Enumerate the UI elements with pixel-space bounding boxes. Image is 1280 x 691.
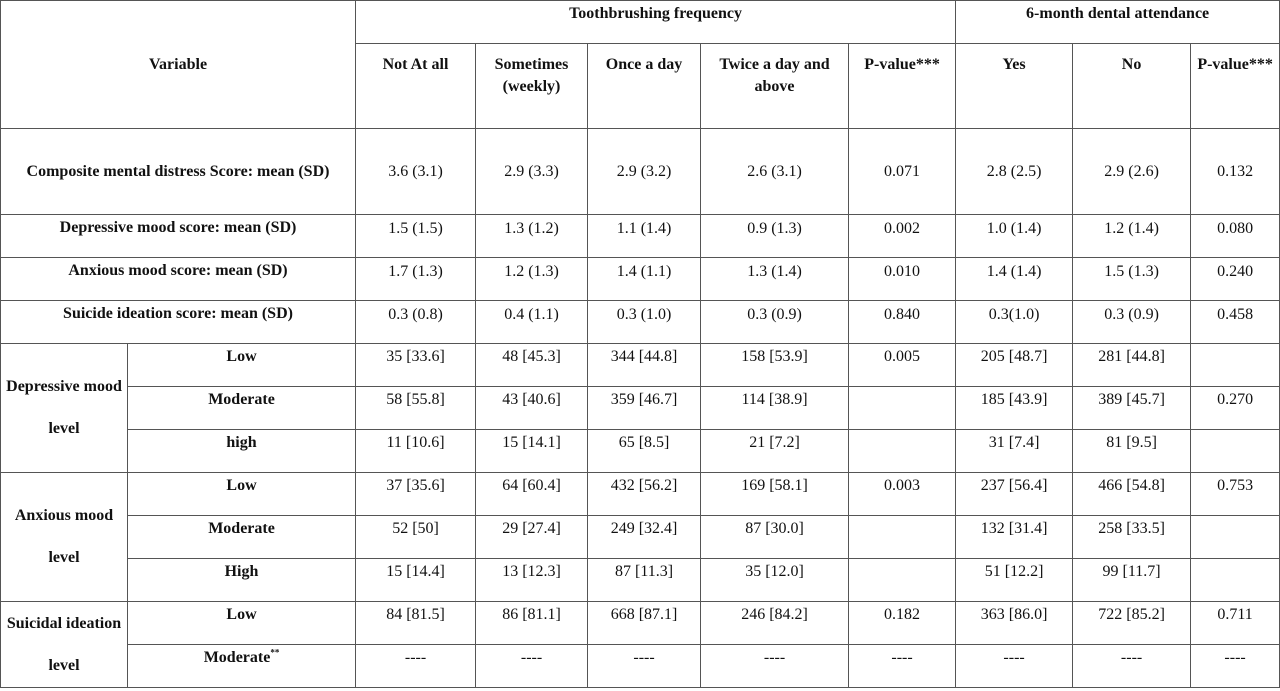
- col-header: Once a day: [588, 44, 701, 129]
- table-cell: [1191, 430, 1280, 473]
- table-row: [1, 344, 1280, 387]
- table-cell: 0.071: [849, 129, 956, 215]
- level-text: Low: [226, 477, 257, 494]
- level-label: [128, 516, 356, 559]
- table-cell: 0.753: [1191, 473, 1280, 516]
- table-row: [1, 645, 1280, 688]
- table-cell: 31 [7.4]: [956, 430, 1073, 473]
- table-cell: 37 [35.6]: [356, 473, 476, 516]
- level-label: [128, 645, 356, 688]
- table-cell: 722 [85.2]: [1073, 602, 1191, 645]
- level-label: [128, 344, 356, 387]
- table-cell: 185 [43.9]: [956, 387, 1073, 430]
- table-cell: 1.1 (1.4): [588, 215, 701, 258]
- table-row: [1, 516, 1280, 559]
- table-cell: 86 [81.1]: [476, 602, 588, 645]
- group-label: Anxious mood level: [1, 473, 128, 602]
- table-cell: ----: [1073, 645, 1191, 688]
- table-cell: 48 [45.3]: [476, 344, 588, 387]
- table-row: [1, 215, 1280, 258]
- table-cell: 13 [12.3]: [476, 559, 588, 602]
- table-cell: [1191, 344, 1280, 387]
- level-label: [128, 430, 356, 473]
- table-cell: 1.7 (1.3): [356, 258, 476, 301]
- level-text: Moderate: [203, 649, 271, 666]
- table-cell: 389 [45.7]: [1073, 387, 1191, 430]
- table-cell: 281 [44.8]: [1073, 344, 1191, 387]
- table-cell: 1.3 (1.2): [476, 215, 588, 258]
- table-cell: 114 [38.9]: [701, 387, 849, 430]
- table-cell: 0.3(1.0): [956, 301, 1073, 344]
- table-row: [1, 473, 1280, 516]
- level-text: Moderate: [208, 520, 275, 537]
- table-cell: 0.005: [849, 344, 956, 387]
- table-cell: 51 [12.2]: [956, 559, 1073, 602]
- footnote-marker: **: [270, 647, 280, 658]
- table-row: [1, 301, 1280, 344]
- table-cell: 1.2 (1.3): [476, 258, 588, 301]
- table-cell: 0.840: [849, 301, 956, 344]
- table-cell: 0.3 (0.9): [1073, 301, 1191, 344]
- level-label: [128, 473, 356, 516]
- table-cell: 58 [55.8]: [356, 387, 476, 430]
- col-header: P-value***: [1191, 44, 1280, 129]
- table-cell: 1.0 (1.4): [956, 215, 1073, 258]
- table-cell: 0.182: [849, 602, 956, 645]
- table-cell: ----: [588, 645, 701, 688]
- table-cell: ----: [956, 645, 1073, 688]
- table-cell: 359 [46.7]: [588, 387, 701, 430]
- table-cell: ----: [1191, 645, 1280, 688]
- table-cell: 466 [54.8]: [1073, 473, 1191, 516]
- table-cell: 237 [56.4]: [956, 473, 1073, 516]
- table-cell: 35 [12.0]: [701, 559, 849, 602]
- table-cell: 15 [14.4]: [356, 559, 476, 602]
- table-cell: [849, 516, 956, 559]
- group-rows: [1, 344, 1280, 688]
- table-row: [1, 387, 1280, 430]
- table-cell: 0.010: [849, 258, 956, 301]
- table-cell: 0.3 (0.9): [701, 301, 849, 344]
- table-cell: 0.002: [849, 215, 956, 258]
- table-cell: 668 [87.1]: [588, 602, 701, 645]
- table-cell: 246 [84.2]: [701, 602, 849, 645]
- table-row: [1, 258, 1280, 301]
- table-cell: 2.9 (3.2): [588, 129, 701, 215]
- table-cell: 87 [30.0]: [701, 516, 849, 559]
- table-cell: 1.5 (1.3): [1073, 258, 1191, 301]
- table-cell: ----: [356, 645, 476, 688]
- table-cell: 15 [14.1]: [476, 430, 588, 473]
- level-text: high: [226, 434, 257, 451]
- table-cell: 84 [81.5]: [356, 602, 476, 645]
- table-cell: 2.9 (3.3): [476, 129, 588, 215]
- table-cell: 0.132: [1191, 129, 1280, 215]
- table-cell: ----: [849, 645, 956, 688]
- col-header: No: [1073, 44, 1191, 129]
- table-cell: 258 [33.5]: [1073, 516, 1191, 559]
- table-cell: [849, 559, 956, 602]
- table-cell: 0.270: [1191, 387, 1280, 430]
- row-label: Anxious mood score: mean (SD): [1, 258, 356, 301]
- table-cell: 3.6 (3.1): [356, 129, 476, 215]
- table-cell: 169 [58.1]: [701, 473, 849, 516]
- table-cell: 1.4 (1.4): [956, 258, 1073, 301]
- table-cell: 2.6 (3.1): [701, 129, 849, 215]
- table-row: [1, 129, 1280, 215]
- level-label: [128, 387, 356, 430]
- table-cell: ----: [701, 645, 849, 688]
- col-header: Twice a day and above: [701, 44, 849, 129]
- toothbrushing-header: Toothbrushing frequency: [356, 1, 956, 44]
- table-cell: 11 [10.6]: [356, 430, 476, 473]
- table-cell: 132 [31.4]: [956, 516, 1073, 559]
- table-row: [1, 602, 1280, 645]
- table-cell: 21 [7.2]: [701, 430, 849, 473]
- table-cell: 64 [60.4]: [476, 473, 588, 516]
- table-cell: 81 [9.5]: [1073, 430, 1191, 473]
- col-header: P-value***: [849, 44, 956, 129]
- table-cell: [1191, 516, 1280, 559]
- table-cell: 1.3 (1.4): [701, 258, 849, 301]
- table-cell: 344 [44.8]: [588, 344, 701, 387]
- dental-attendance-header: 6-month dental attendance: [956, 1, 1280, 44]
- table-cell: 432 [56.2]: [588, 473, 701, 516]
- level-text: Low: [226, 348, 257, 365]
- row-label: Suicide ideation score: mean (SD): [1, 301, 356, 344]
- table-cell: 1.4 (1.1): [588, 258, 701, 301]
- variable-header: Variable: [1, 1, 356, 129]
- table-cell: 158 [53.9]: [701, 344, 849, 387]
- table-cell: 52 [50]: [356, 516, 476, 559]
- col-header: Yes: [956, 44, 1073, 129]
- table-row: [1, 430, 1280, 473]
- level-label: [128, 602, 356, 645]
- table-cell: 0.3 (1.0): [588, 301, 701, 344]
- group-label: Suicidal ideation level: [1, 602, 128, 688]
- table-cell: 29 [27.4]: [476, 516, 588, 559]
- table-cell: 0.4 (1.1): [476, 301, 588, 344]
- table-cell: 43 [40.6]: [476, 387, 588, 430]
- table-cell: 87 [11.3]: [588, 559, 701, 602]
- table-row: [1, 559, 1280, 602]
- row-label: Composite mental distress Score: mean (SD): [1, 129, 356, 215]
- table-cell: 1.5 (1.5): [356, 215, 476, 258]
- table-cell: 205 [48.7]: [956, 344, 1073, 387]
- table-cell: 249 [32.4]: [588, 516, 701, 559]
- table-cell: 0.080: [1191, 215, 1280, 258]
- level-label: [128, 559, 356, 602]
- table-cell: ----: [476, 645, 588, 688]
- score-rows: [1, 129, 1280, 344]
- table-cell: [849, 387, 956, 430]
- table-cell: 0.711: [1191, 602, 1280, 645]
- level-text: Moderate: [208, 391, 275, 408]
- row-label: Depressive mood score: mean (SD): [1, 215, 356, 258]
- table-cell: 0.240: [1191, 258, 1280, 301]
- header-row-1: [1, 1, 1280, 44]
- level-text: Low: [226, 606, 257, 623]
- col-header: Not At all: [356, 44, 476, 129]
- table-cell: 0.458: [1191, 301, 1280, 344]
- table-cell: [1191, 559, 1280, 602]
- table-cell: [849, 430, 956, 473]
- table-cell: 2.9 (2.6): [1073, 129, 1191, 215]
- col-header: Sometimes (weekly): [476, 44, 588, 129]
- table-cell: 1.2 (1.4): [1073, 215, 1191, 258]
- group-label: Depressive mood level: [1, 344, 128, 473]
- level-text: High: [224, 563, 259, 580]
- table-cell: 35 [33.6]: [356, 344, 476, 387]
- table-cell: 99 [11.7]: [1073, 559, 1191, 602]
- table-cell: 65 [8.5]: [588, 430, 701, 473]
- table-cell: 0.3 (0.8): [356, 301, 476, 344]
- table-cell: 0.9 (1.3): [701, 215, 849, 258]
- table-cell: 363 [86.0]: [956, 602, 1073, 645]
- table-cell: 0.003: [849, 473, 956, 516]
- table-cell: 2.8 (2.5): [956, 129, 1073, 215]
